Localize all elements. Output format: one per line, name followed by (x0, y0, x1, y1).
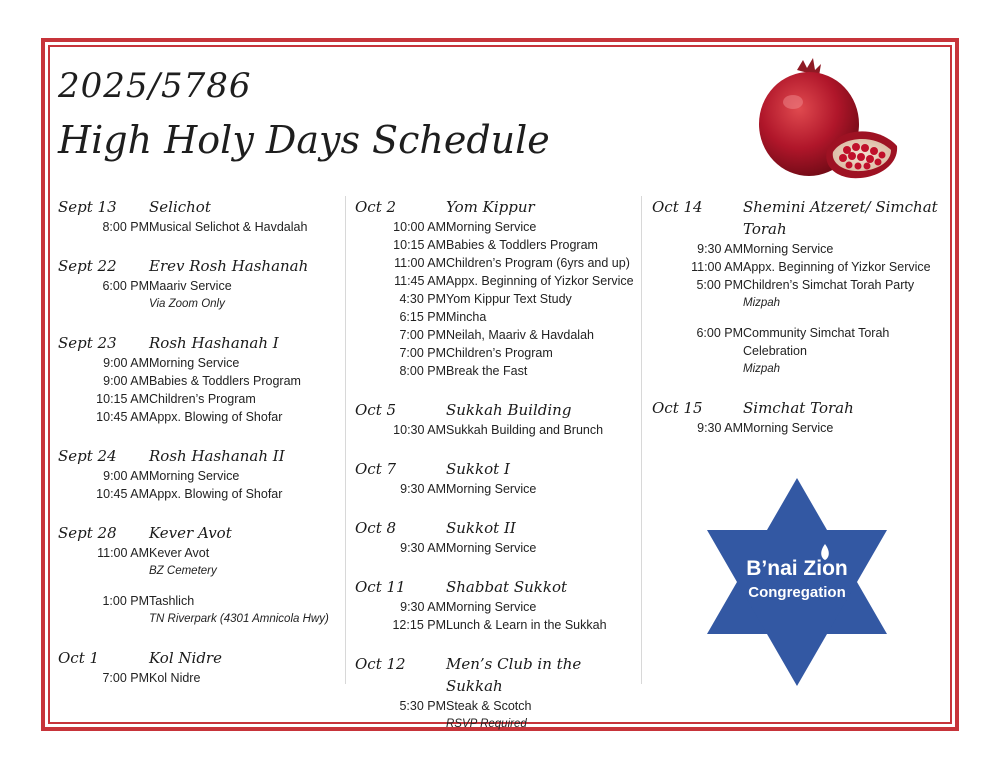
item-time: 9:00 AM (103, 374, 149, 388)
event-date: Sept 22 (58, 257, 117, 275)
item-description: Maariv Service (149, 279, 232, 293)
item-description: Morning Service (149, 469, 240, 483)
event-name: Kol Nidre (149, 649, 222, 667)
event-name: Erev Rosh Hashanah (149, 257, 309, 275)
event-name: Yom Kippur (446, 198, 535, 216)
item-time: 9:00 AM (103, 469, 149, 483)
schedule-column-3 (652, 196, 942, 437)
schedule-title: High Holy Days Schedule (58, 118, 550, 162)
schedule-event (652, 397, 942, 437)
item-description: Morning Service (446, 541, 537, 555)
item-time: 1:00 PM (102, 594, 149, 608)
item-time: 9:30 AM (697, 421, 743, 435)
schedule-item (58, 372, 340, 390)
item-description: Children’s Simchat Torah Party (743, 278, 915, 292)
item-description: Yom Kippur Text Study (446, 292, 572, 306)
event-header (355, 576, 640, 598)
event-name: Simchat Torah (743, 399, 854, 417)
schedule-item (652, 419, 942, 437)
item-note: TN Riverpark (4301 Amnicola Hwy) (149, 613, 329, 625)
item-time: 10:45 AM (96, 487, 149, 501)
schedule-event (58, 522, 340, 628)
item-time: 5:30 PM (399, 699, 446, 713)
event-date: Sept 13 (58, 198, 117, 216)
schedule-event (355, 458, 640, 498)
schedule-item (355, 236, 640, 254)
item-time: 7:00 PM (399, 328, 446, 342)
event-header (355, 458, 640, 480)
schedule-event (58, 196, 340, 236)
schedule-item (355, 290, 640, 308)
item-time: 8:00 PM (102, 220, 149, 234)
schedule-event (58, 647, 340, 687)
spacer (652, 312, 942, 324)
event-date: Oct 8 (355, 519, 397, 537)
item-description: Appx. Beginning of Yizkor Service (743, 260, 931, 274)
schedule-event (58, 332, 340, 426)
item-time: 9:30 AM (697, 242, 743, 256)
schedule-item (355, 598, 640, 616)
item-time: 12:15 PM (392, 618, 446, 632)
column-divider (641, 196, 642, 684)
schedule-item (355, 480, 640, 498)
item-note: BZ Cemetery (149, 565, 217, 577)
schedule-item (58, 592, 340, 610)
item-time: 9:00 AM (103, 356, 149, 370)
event-date: Oct 7 (355, 460, 397, 478)
event-header (58, 522, 340, 544)
schedule-item (355, 539, 640, 557)
item-description: Sukkah Building and Brunch (446, 423, 604, 437)
item-description: Children’s Program (6yrs and up) (446, 256, 630, 270)
event-date: Oct 11 (355, 578, 406, 596)
schedule-item (355, 218, 640, 236)
event-date: Oct 14 (652, 198, 703, 216)
schedule-item (355, 362, 640, 380)
item-description: Morning Service (446, 482, 537, 496)
schedule-item (652, 240, 942, 258)
event-name: Shabbat Sukkot (446, 578, 567, 596)
event-date: Oct 1 (58, 649, 100, 667)
schedule-year: 2025/5786 (58, 66, 252, 106)
event-header (652, 397, 942, 419)
event-name: Rosh Hashanah II (149, 447, 285, 465)
schedule-item (58, 408, 340, 426)
schedule-item (58, 669, 340, 687)
item-description: Kever Avot (149, 546, 210, 560)
schedule-item (355, 421, 640, 439)
schedule-event (355, 576, 640, 634)
item-time: 5:00 PM (696, 278, 743, 292)
item-time: 11:00 AM (691, 260, 743, 274)
schedule-item (652, 276, 942, 294)
item-description: Morning Service (446, 600, 537, 614)
item-time: 10:00 AM (393, 220, 446, 234)
item-description: Tashlich (149, 594, 195, 608)
item-description: Morning Service (149, 356, 240, 370)
schedule-event (355, 517, 640, 557)
item-time: 11:00 AM (394, 256, 446, 270)
item-time: 7:00 PM (102, 671, 149, 685)
schedule-event (355, 653, 640, 733)
item-time: 9:30 AM (400, 541, 446, 555)
event-name: Sukkot I (446, 460, 510, 478)
event-name: Rosh Hashanah I (149, 334, 279, 352)
event-date: Oct 12 (355, 655, 406, 673)
item-description: Musical Selichot & Havdalah (149, 220, 308, 234)
schedule-item (58, 467, 340, 485)
event-name: Kever Avot (149, 524, 232, 542)
event-header (58, 647, 340, 669)
event-date: Sept 24 (58, 447, 117, 465)
item-note: Mizpah (743, 363, 781, 375)
item-time: 10:30 AM (393, 423, 446, 437)
event-header (652, 196, 942, 240)
logo-name: B’nai Zion (746, 557, 848, 580)
item-description: Morning Service (743, 421, 834, 435)
item-description: Kol Nidre (149, 671, 201, 685)
item-description: Neilah, Maariv & Havdalah (446, 328, 594, 342)
item-description: Appx. Blowing of Shofar (149, 410, 283, 424)
schedule-item (652, 324, 942, 360)
schedule-item (58, 277, 340, 295)
spacer (58, 580, 340, 592)
event-header (355, 399, 640, 421)
event-header (58, 196, 340, 218)
item-description: Children’s Program (149, 392, 256, 406)
event-name: Men’s Club in the Sukkah (446, 655, 582, 695)
schedule-event (355, 399, 640, 439)
logo-subtitle: Congregation (748, 584, 846, 601)
schedule-item (355, 326, 640, 344)
schedule-item (58, 544, 340, 562)
schedule-event (58, 445, 340, 503)
item-time: 7:00 PM (399, 346, 446, 360)
schedule-event (355, 196, 640, 380)
schedule-item (355, 344, 640, 362)
item-time: 6:00 PM (102, 279, 149, 293)
item-time: 9:30 AM (400, 482, 446, 496)
schedule-event (652, 196, 942, 378)
schedule-item (355, 616, 640, 634)
event-name: Sukkot II (446, 519, 516, 537)
event-header (355, 517, 640, 539)
item-time: 10:15 AM (96, 392, 149, 406)
event-header (355, 196, 640, 218)
item-description: Steak & Scotch (446, 699, 532, 713)
item-note: Via Zoom Only (149, 298, 225, 310)
item-time: 6:00 PM (696, 326, 743, 340)
item-description: Appx. Beginning of Yizkor Service (446, 274, 634, 288)
event-header (58, 255, 340, 277)
schedule-item (355, 308, 640, 326)
schedule-item (58, 354, 340, 372)
schedule-item (58, 485, 340, 503)
item-time: 11:00 AM (97, 546, 149, 560)
event-date: Oct 2 (355, 198, 397, 216)
item-time: 4:30 PM (399, 292, 446, 306)
item-time: 6:15 PM (399, 310, 446, 324)
item-description: Morning Service (446, 220, 537, 234)
item-time: 8:00 PM (399, 364, 446, 378)
item-time: 9:30 AM (400, 600, 446, 614)
event-name: Shemini Atzeret/ Simchat Torah (743, 198, 938, 238)
event-date: Oct 5 (355, 401, 397, 419)
pomegranate-image (757, 58, 902, 183)
column-divider (345, 196, 346, 684)
item-time: 11:45 AM (394, 274, 446, 288)
item-description: Lunch & Learn in the Sukkah (446, 618, 607, 632)
item-description: Break the Fast (446, 364, 528, 378)
event-header (58, 332, 340, 354)
item-note: RSVP Required (446, 718, 527, 730)
event-name: Sukkah Building (446, 401, 572, 419)
schedule-item (355, 697, 640, 715)
item-description: Children’s Program (446, 346, 553, 360)
item-note: Mizpah (743, 297, 781, 309)
schedule-column-1 (58, 196, 340, 687)
item-time: 10:45 AM (96, 410, 149, 424)
schedule-event (58, 255, 340, 313)
schedule-item (355, 272, 640, 290)
event-header (355, 653, 640, 697)
schedule-item (355, 254, 640, 272)
event-date: Sept 23 (58, 334, 117, 352)
item-description: Community Simchat Torah Celebration (743, 326, 890, 358)
item-description: Babies & Toddlers Program (446, 238, 598, 252)
event-name: Selichot (149, 198, 211, 216)
schedule-column-2 (355, 196, 640, 733)
item-description: Appx. Blowing of Shofar (149, 487, 283, 501)
item-description: Babies & Toddlers Program (149, 374, 301, 388)
event-date: Oct 15 (652, 399, 703, 417)
item-description: Mincha (446, 310, 487, 324)
schedule-item (58, 218, 340, 236)
schedule-item (58, 390, 340, 408)
star-of-david-logo (707, 478, 887, 686)
item-description: Morning Service (743, 242, 834, 256)
event-header (58, 445, 340, 467)
event-date: Sept 28 (58, 524, 117, 542)
item-time: 10:15 AM (393, 238, 446, 252)
schedule-item (652, 258, 942, 276)
